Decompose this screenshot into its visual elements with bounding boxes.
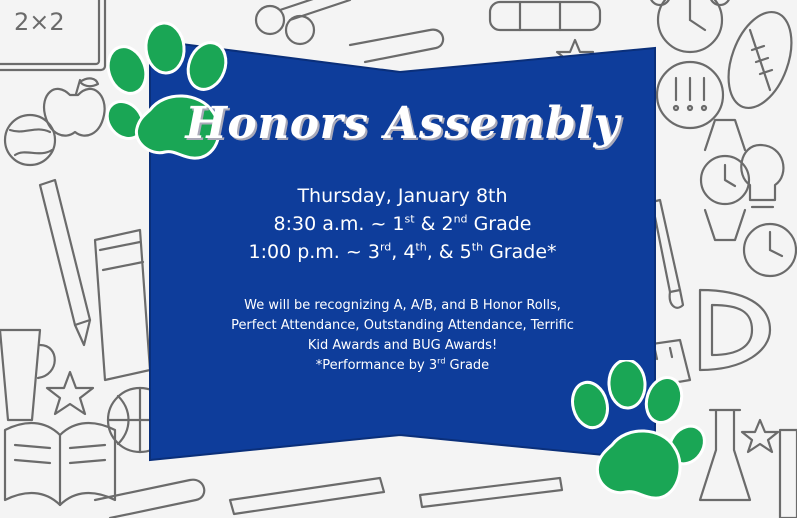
paw-print-icon xyxy=(562,360,712,515)
first-session-time: 8:30 a.m. ~ 1st & 2nd Grade xyxy=(273,212,532,235)
performance-note: *Performance by 3rd Grade xyxy=(315,356,490,373)
details-line: Kid Awards and BUG Awards! xyxy=(307,338,498,353)
schedule-block xyxy=(150,182,655,266)
awards-description xyxy=(150,296,655,376)
page-title: Honors Assembly xyxy=(185,98,620,149)
second-session-time: 1:00 p.m. ~ 3rd, 4th, & 5th Grade* xyxy=(248,240,557,263)
chalkboard-text: 2×2 xyxy=(14,8,65,36)
details-line: We will be recognizing A, A/B, and B Honor Rolls, xyxy=(244,298,561,313)
details-line: Perfect Attendance, Outstanding Attendance, Terrific xyxy=(231,318,574,333)
event-date: Thursday, January 8th xyxy=(297,185,508,207)
